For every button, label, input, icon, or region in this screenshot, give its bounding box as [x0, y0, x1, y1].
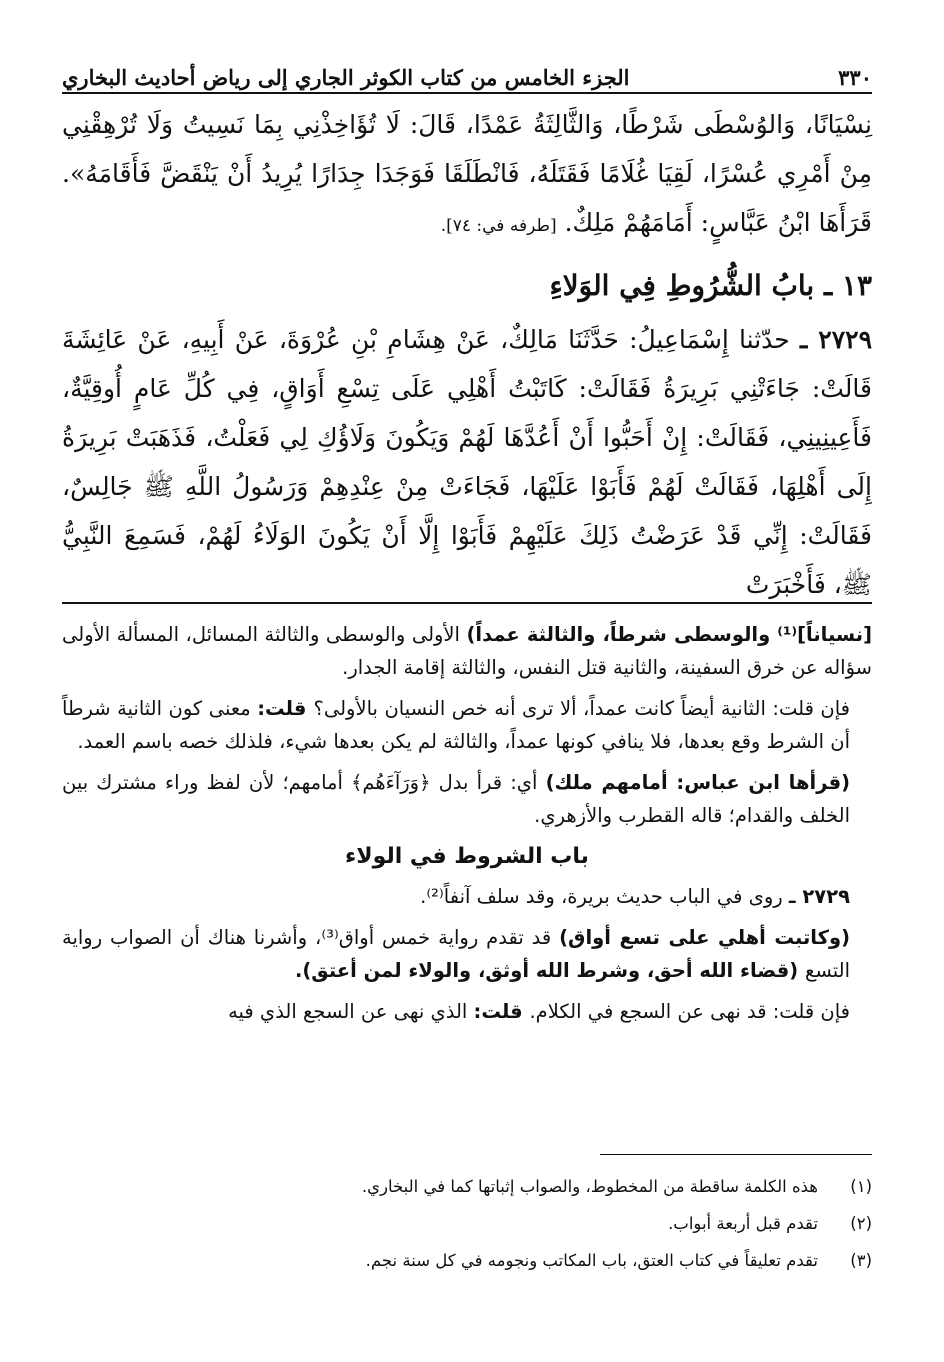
- commentary-paragraph: [62, 995, 872, 1028]
- hadith-paragraph: [62, 315, 872, 609]
- running-header: [62, 50, 872, 90]
- commentary-keyword: قلت:: [257, 697, 314, 720]
- commentary: [62, 618, 872, 1036]
- footnote-text: تقدم قبل أربعة أبواب.: [668, 1214, 818, 1233]
- commentary-keyword: قلت:: [473, 1000, 530, 1023]
- commentary-text: فإن قلت: قد نهى عن السجع في الكلام.: [529, 1000, 850, 1023]
- commentary-lemma: [نسياناً]⁽¹⁾ والوسطى شرطاً، والثالثة عمداً): [466, 623, 873, 646]
- commentary-paragraph: [62, 880, 872, 913]
- hadith-text: حدّثنا إِسْمَاعِيلُ: حَدَّثَنَا مَالِكٌ، عَنْ هِشَامِ بْنِ عُرْوَةَ، عَنْ أَبِيهِ، عَنْ عَائِشَةَ قَالَتْ: جَاءَتْنِي بَرِيرَةُ فَقَالَتْ: كَاتَبْتُ أَهْلِي عَلَى تِسْعِ أَوَاقٍ، فِي كُلِّ عَامٍ أُوقِيَّةٌ، فَأَعِينِينِي، فَقَالَتْ: إِنْ أَحَبُّوا أَنْ أَعُدَّهَا لَهُمْ وَيَكُونَ وَلَاؤُكِ لِي فَعَلْتُ، فَذَهَبَتْ بَرِيرَةُ إِلَى أَهْلِهَا، فَقَالَتْ لَهُمْ فَأَبَوْا عَلَيْهَا، فَجَاءَتْ مِنْ عِنْدِهِمْ وَرَسُولُ اللَّهِ ﷺ جَالِسٌ، فَقَالَتْ: إِنِّي قَدْ عَرَضْتُ ذَلِكَ عَلَيْهِمْ فَأَبَوْا إِلَّا أَنْ يَكُونَ الوَلَاءُ لَهُمْ، فَسَمِعَ النَّبِيُّ ﷺ، فَأَخْبَرَتْ: [62, 325, 872, 599]
- hadith-number: ٢٧٢٩ ـ: [799, 325, 872, 354]
- main-text: [62, 100, 872, 609]
- commentary-text: فإن قلت: الثانية أيضاً كانت عمداً، ألا ترى أنه خص النسيان بالأولى؟: [313, 697, 850, 720]
- footnote-number: (٢): [850, 1214, 872, 1233]
- page-number: ٣٣٠: [838, 65, 872, 90]
- running-title: الجزء الخامس من كتاب الكوثر الجاري إلى رياض أحاديث البخاري: [62, 65, 630, 90]
- footnote-text: تقدم تعليقاً في كتاب العتق، باب المكاتب ونجومه في كل سنة نجم.: [365, 1251, 818, 1270]
- commentary-text: أي: قرأ بدل ﴿وَرَآءَهُم﴾ أمامهم؛ لأن لفظ وراء مشترك بين الخلف والقدام؛ قاله القطرب والأزهري.: [62, 771, 850, 827]
- footnote-number: (٣): [850, 1251, 872, 1270]
- commentary-lemma: (قرأها ابن عباس: أمامهم ملك): [545, 771, 850, 794]
- commentary-paragraph: [62, 692, 872, 758]
- commentary-paragraph: [62, 921, 872, 987]
- footnote-text: هذه الكلمة ساقطة من المخطوط، والصواب إثباتها كما في البخاري.: [361, 1177, 818, 1196]
- commentary-paragraph: [62, 766, 872, 832]
- commentary-text: روى في الباب حديث بريرة، وقد سلف آنفاً⁽²⁾.: [420, 885, 789, 908]
- commentary-lemma: (وكاتبت أهلي على تسع أواق): [559, 926, 850, 949]
- footnote-item: [62, 1168, 872, 1205]
- main-paragraph: [62, 100, 872, 251]
- footnote-rule: [600, 1154, 872, 1155]
- footnote-item: [62, 1205, 872, 1242]
- main-paragraph-text: نِسْيَانًا، وَالوُسْطَى شَرْطًا، وَالثَّالِثَةُ عَمْدًا، قَالَ: لَا تُؤَاخِذْنِي بِمَا نَسِيتُ وَلَا تُرْهِقْنِي مِنْ أَمْرِي عُسْرًا، لَقِيَا غُلَامًا فَقَتَلَهُ، فَانْطَلَقَا فَوَجَدَا جِدَارًا يُرِيدُ أَنْ يَنْقَضَّ فَأَقَامَهُ». قَرَأَهَا ابْنُ عَبَّاسٍ: أَمَامَهُمْ مَلِكٌ.: [62, 110, 872, 237]
- commentary-text: قد تقدم رواية خمس أواق⁽³⁾، وأشرنا هناك أن الصواب رواية التسع: [62, 926, 850, 982]
- footnotes: [62, 1168, 872, 1279]
- commentary-hadith-number: ٢٧٢٩ ـ: [788, 885, 850, 908]
- commentary-rule: [62, 602, 872, 604]
- commentary-text: الذي نهى عن السجع الذي فيه: [228, 1000, 474, 1023]
- commentary-heading: باب الشروط في الولاء: [345, 844, 589, 869]
- commentary-text: الأولى والوسطى والثالثة المسائل، المسألة الأولى سؤاله عن خرق السفينة، والثانية قتل النفس، والثالثة إقامة الجدار.: [62, 623, 872, 679]
- commentary-text: معنى كون الثانية شرطاً أن الشرط وقع بعدها، فلا ينافي كونها عمداً، والثالثة لم يكن بعدها شيء، فلذلك خصه باسم العمد.: [62, 697, 850, 753]
- book-page: [62, 40, 872, 1340]
- commentary-quote: (قضاء الله أحق، وشرط الله أوثق، والولاء لمن أعتق).: [294, 959, 805, 982]
- chapter-heading: ١٣ ـ بابُ الشُّرُوطِ فِي الوَلاءِ: [549, 269, 872, 302]
- footnote-item: [62, 1242, 872, 1279]
- footnote-number: (١): [850, 1177, 872, 1196]
- commentary-paragraph: [62, 618, 872, 684]
- cross-reference: [طرفه في: ٧٤].: [440, 216, 557, 236]
- header-rule: [62, 92, 872, 94]
